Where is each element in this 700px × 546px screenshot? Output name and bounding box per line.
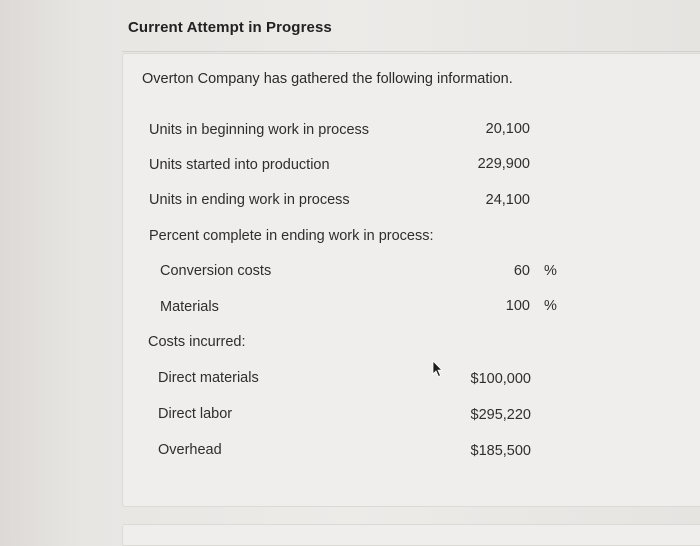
- row-value-ending-wip: 24,100: [485, 192, 530, 208]
- row-value-overhead: $185,500: [470, 443, 531, 459]
- attempt-status-title: Current Attempt in Progress: [128, 19, 332, 36]
- row-label-materials: Materials: [160, 299, 219, 315]
- row-label-conversion-costs: Conversion costs: [160, 263, 272, 279]
- row-unit-conversion-costs: %: [544, 263, 557, 279]
- row-label-ending-wip: Units in ending work in process: [149, 192, 350, 208]
- row-value-conversion-costs: 60: [513, 263, 530, 279]
- row-value-units-started: 229,900: [477, 156, 530, 172]
- divider: [122, 51, 700, 52]
- mouse-pointer-icon: [430, 360, 444, 378]
- row-label-beginning-wip: Units in beginning work in process: [149, 122, 370, 138]
- row-unit-materials: %: [544, 298, 557, 314]
- row-value-beginning-wip: 20,100: [485, 121, 530, 137]
- row-label-direct-materials: Direct materials: [158, 370, 259, 386]
- row-label-costs-incurred: Costs incurred:: [148, 334, 246, 350]
- row-value-materials: 100: [505, 298, 530, 314]
- row-label-units-started: Units started into production: [149, 157, 330, 173]
- question-intro: Overton Company has gathered the following information.: [142, 71, 513, 87]
- row-label-percent-complete: Percent complete in ending work in process:: [149, 228, 434, 244]
- row-label-direct-labor: Direct labor: [158, 406, 233, 422]
- next-section-card: [122, 524, 700, 546]
- row-value-direct-materials: $100,000: [470, 371, 531, 387]
- row-value-direct-labor: $295,220: [470, 407, 531, 423]
- row-label-overhead: Overhead: [158, 442, 222, 458]
